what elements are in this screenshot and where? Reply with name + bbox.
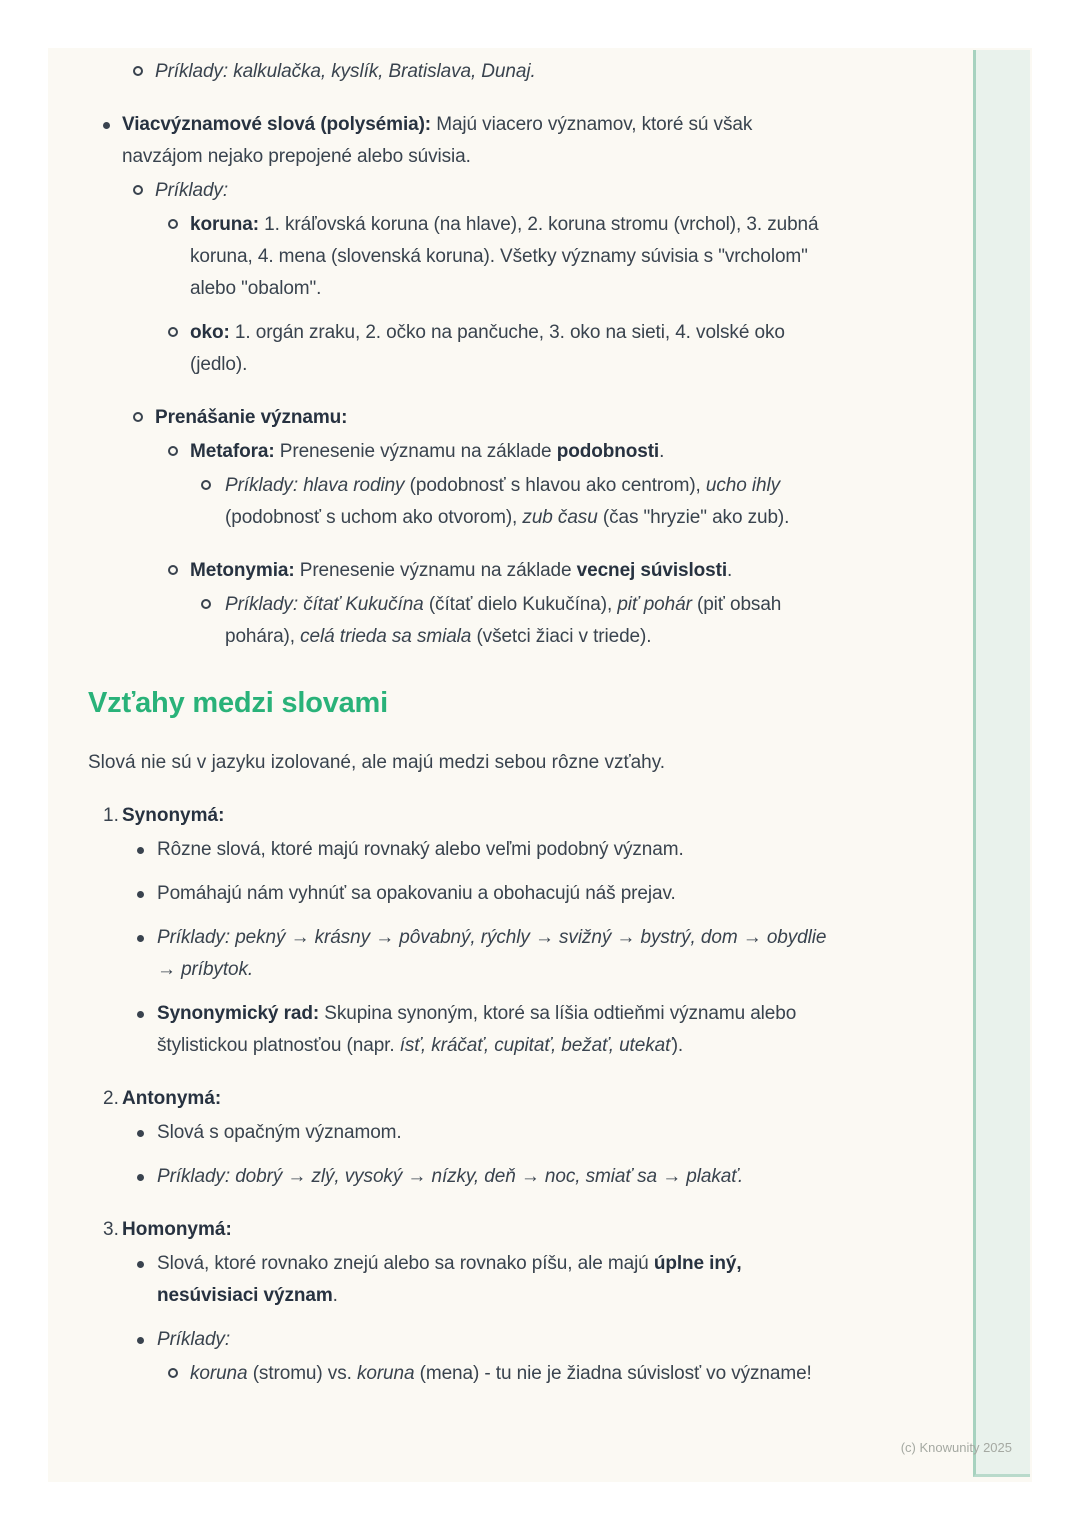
list-item: oko: 1. orgán zraku, 2. očko na pančuche, 3. oko na sieti, 4. volské oko (jedlo).	[48, 317, 1032, 381]
list-item: Pomáhajú nám vyhnúť sa opakovaniu a obohacujú náš prejav.	[48, 878, 1032, 910]
list-label: Antonymá:	[122, 1088, 222, 1109]
list-item: Príklady: čítať Kukučína (čítať dielo Kukučína), piť pohár (piť obsah pohára), celá trieda sa smiala (všetci žiaci v triede).	[48, 589, 1032, 653]
list-item: Príklady:	[48, 1324, 1032, 1356]
list-item: Metonymia: Prenesenie významu na základe vecnej súvislosti.	[48, 555, 1032, 587]
numbered-item-homonyms	[48, 1214, 1032, 1246]
copyright-watermark: (c) Knowunity 2025	[900, 1440, 1012, 1455]
document-content	[48, 56, 1032, 1390]
list-item: Metafora: Prenesenie významu na základe podobnosti.	[48, 436, 1032, 468]
list-item: Prenášanie významu:	[48, 402, 1032, 434]
intro-paragraph: Slová nie sú v jazyku izolované, ale majú medzi sebou rôzne vzťahy.	[88, 752, 666, 773]
numbered-item-antonyms	[48, 1083, 1032, 1115]
list-number: 1.	[103, 805, 119, 826]
list-item: Príklady: kalkulačka, kyslík, Bratislava, Dunaj.	[48, 56, 1032, 88]
document-card	[48, 48, 1032, 1482]
list-number: 2.	[103, 1088, 119, 1109]
numbered-item-synonyms	[48, 800, 1032, 832]
list-label: Synonymá:	[122, 805, 225, 826]
list-item: Viacvýznamové slová (polysémia): Majú viacero významov, ktoré sú však navzájom nejako prepojené alebo súvisia.	[48, 109, 1032, 173]
list-item: Slová s opačným významom.	[48, 1117, 1032, 1149]
section-heading: Vzťahy medzi slovami	[88, 687, 389, 719]
list-item: Príklady: dobrý → zlý, vysoký → nízky, deň → noc, smiať sa → plakať.	[48, 1161, 1032, 1193]
list-item: Príklady:	[48, 175, 1032, 207]
list-number: 3.	[103, 1219, 119, 1240]
list-label: Homonymá:	[122, 1219, 232, 1240]
list-item: koruna (stromu) vs. koruna (mena) - tu nie je žiadna súvislosť vo význame!	[48, 1358, 1032, 1390]
list-item: Slová, ktoré rovnako znejú alebo sa rovnako píšu, ale majú úplne iný, nesúvisiaci význam.	[48, 1248, 1032, 1312]
list-item: koruna: 1. kráľovská koruna (na hlave), 2. koruna stromu (vrchol), 3. zubná koruna, 4. mena (slovenská koruna). Všetky významy súvisia s "vrcholom" alebo "obalom".	[48, 209, 1032, 305]
list-item: Príklady: pekný → krásny → pôvabný, rýchly → svižný → bystrý, dom → obydlie → príbytok.	[48, 922, 1032, 986]
list-item: Príklady: hlava rodiny (podobnosť s hlavou ako centrom), ucho ihly (podobnosť s uchom ako otvorom), zub času (čas "hryzie" ako zub).	[48, 470, 1032, 534]
list-item: Rôzne slová, ktoré majú rovnaký alebo veľmi podobný význam.	[48, 834, 1032, 866]
list-item: Synonymický rad: Skupina synoným, ktoré sa líšia odtieňmi významu alebo štylistickou platnosťou (napr. ísť, kráčať, cupitať, bežať, utekať).	[48, 998, 1032, 1062]
